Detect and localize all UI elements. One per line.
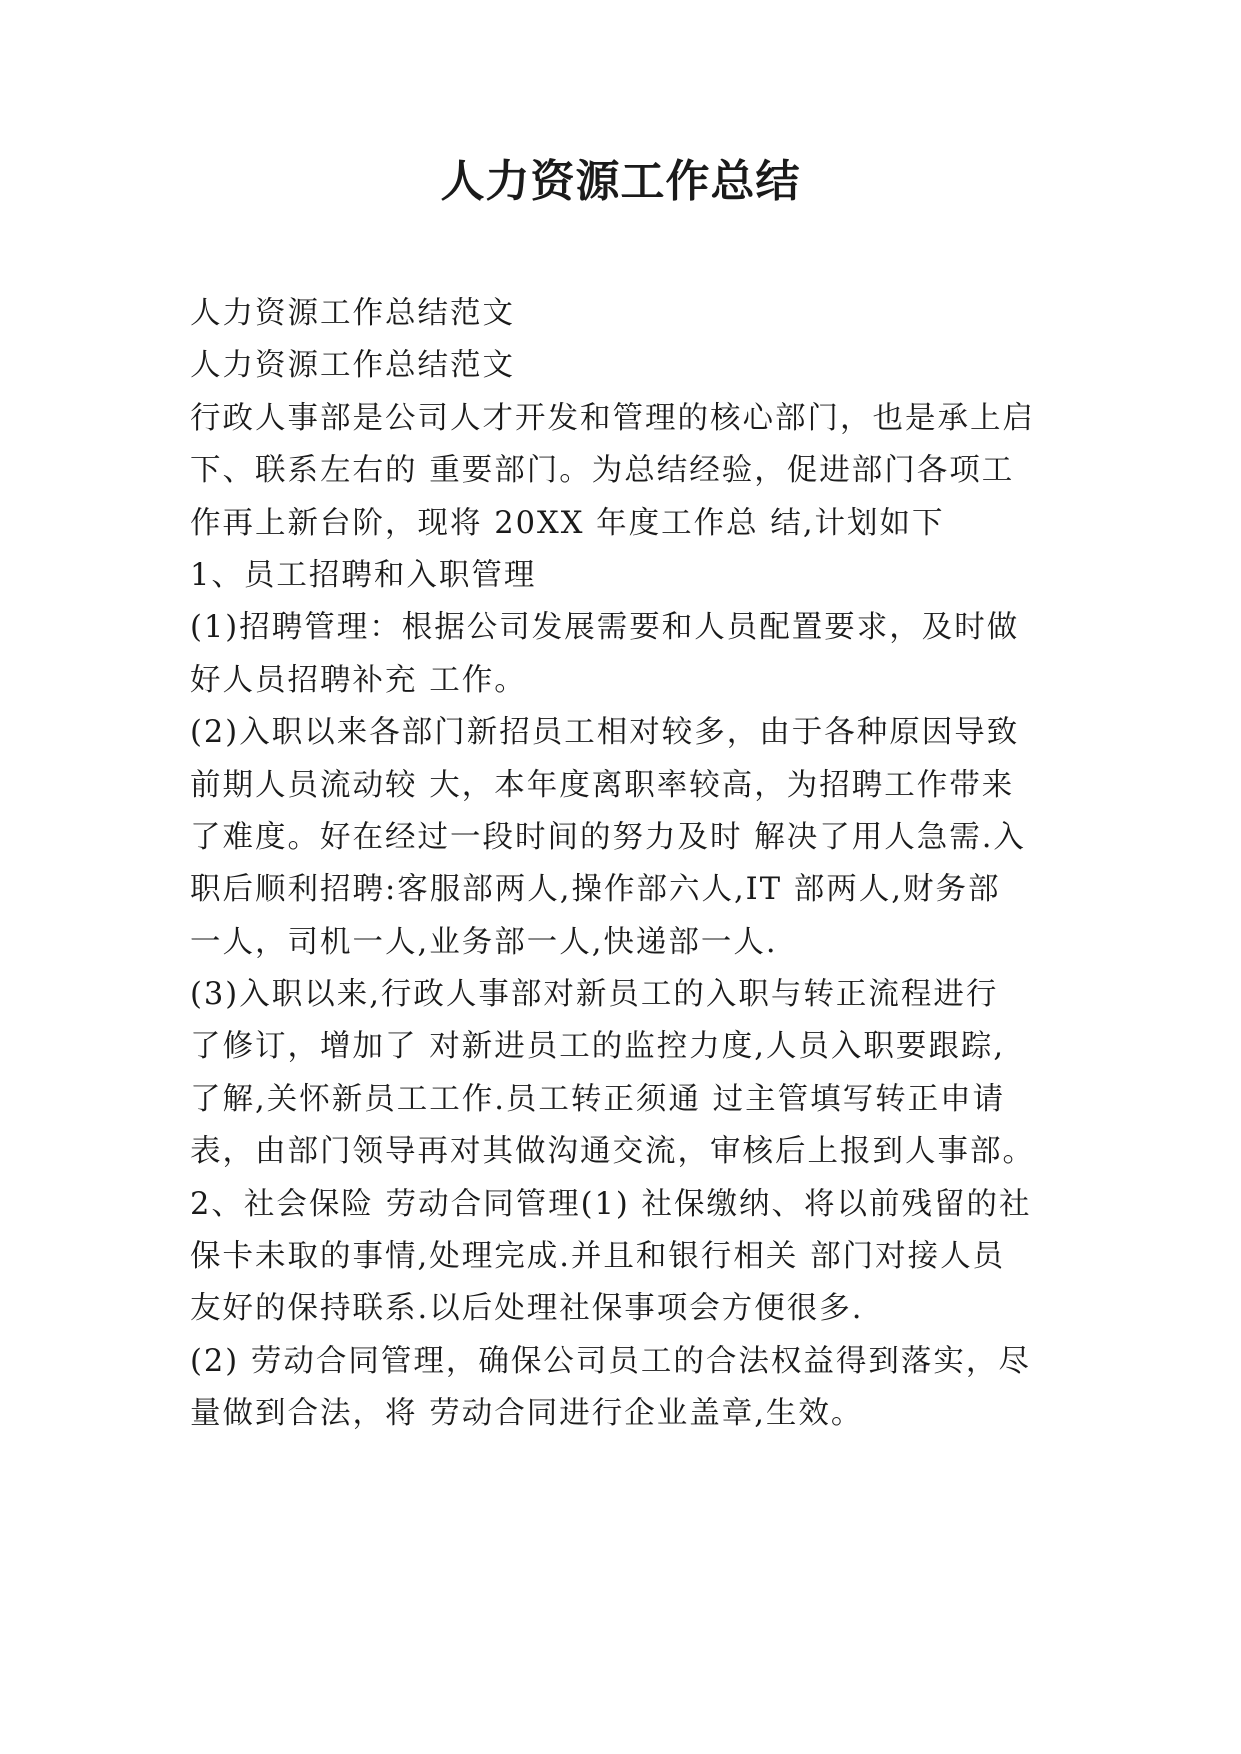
text-line: 行政人事部是公司人才开发和管理的核心部门，也是承上启 bbox=[190, 400, 1035, 436]
section-heading: 1、员工招聘和入职管理 bbox=[190, 557, 537, 593]
text-line: 保卡未取的事情,处理完成.并且和银行相关 部门对接人员 bbox=[190, 1239, 1006, 1275]
document-body bbox=[190, 288, 1090, 1441]
text-line: 人力资源工作总结范文 bbox=[190, 296, 515, 331]
text-line: 下、联系左右的 重要部门。为总结经验，促进部门各项工 bbox=[190, 453, 1015, 489]
text-line: 表，由部门领导再对其做沟通交流，审核后上报到人事部。 bbox=[190, 1134, 1035, 1170]
text-line: (2) 劳动合同管理，确保公司员工的合法权益得到落实，尽 bbox=[190, 1343, 1031, 1379]
section-heading: 2、社会保险 劳动合同管理(1) 社保缴纳、将以前残留的社 bbox=[190, 1186, 1032, 1222]
text-line: 人力资源工作总结范文 bbox=[190, 348, 515, 384]
text-line: 一人，司机一人,业务部一人,快递部一人. bbox=[190, 924, 778, 960]
text-line: (3)入职以来,行政人事部对新员工的入职与转正流程进行 bbox=[190, 977, 999, 1013]
text-line: (2)入职以来各部门新招员工相对较多，由于各种原因导致 bbox=[190, 715, 1020, 751]
document-title: 人力资源工作总结 bbox=[440, 156, 801, 207]
text-line: 友好的保持联系.以后处理社保事项会方便很多. bbox=[190, 1291, 864, 1327]
text-line: 了解,关怀新员工工作.员工转正须通 过主管填写转正申请 bbox=[190, 1081, 1006, 1117]
text-line: 了修订，增加了 对新进员工的监控力度,人员入职要跟踪, bbox=[190, 1029, 1006, 1065]
text-line: 好人员招聘补充 工作。 bbox=[190, 662, 527, 698]
text-line: 前期人员流动较 大，本年度离职率较高，为招聘工作带来 bbox=[190, 767, 1015, 803]
text-line: 了难度。好在经过一段时间的努力及时 解决了用人急需.入 bbox=[190, 819, 1026, 855]
text-line: (1)招聘管理：根据公司发展需要和人员配置要求，及时做 bbox=[190, 610, 1020, 646]
text-line: 量做到合法，将 劳动合同进行企业盖章,生效。 bbox=[190, 1396, 864, 1432]
text-line: 作再上新台阶，现将 20XX 年度工作总 结,计划如下 bbox=[190, 505, 945, 541]
text-line: 职后顺利招聘:客服部两人,操作部六人,IT 部两人,财务部 bbox=[190, 872, 1001, 908]
